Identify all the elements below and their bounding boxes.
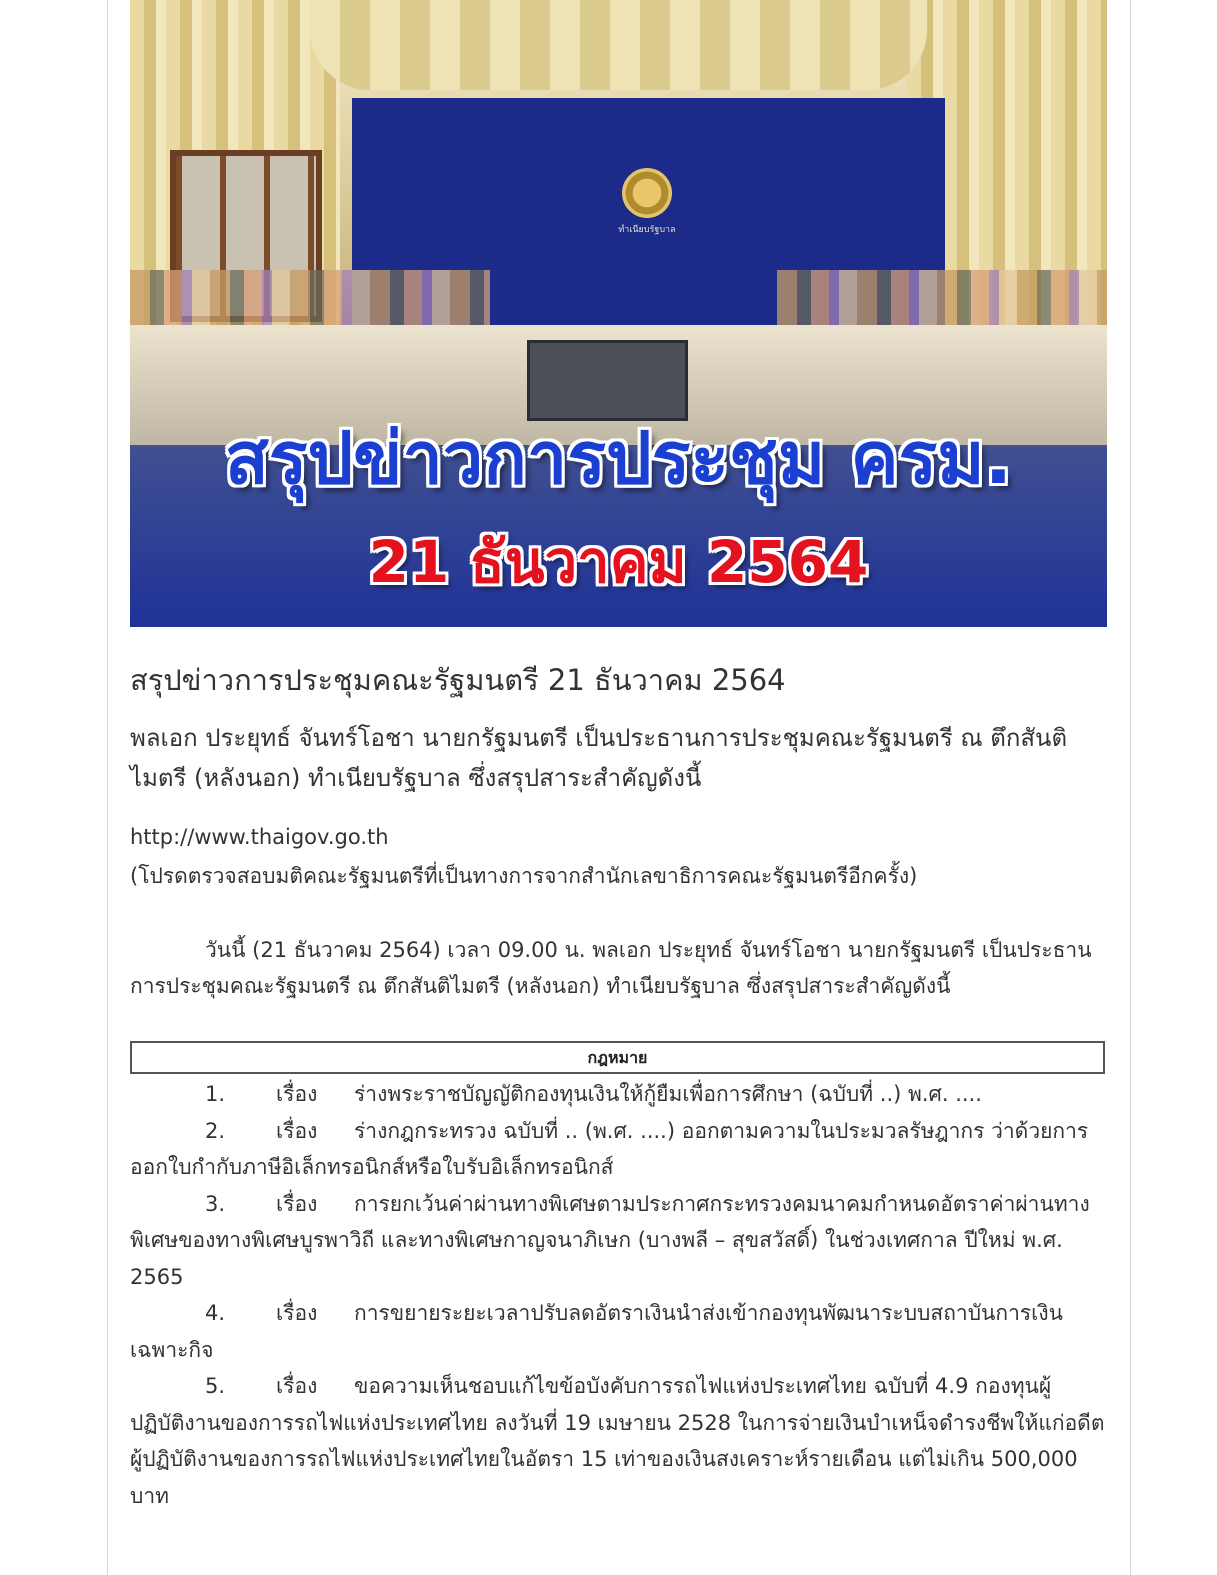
list-item: [130, 1368, 1105, 1514]
item-text: ขอความเห็นชอบแก้ไขข้อบังคับการรถไฟแห่งประเทศไทย ฉบับที่ 4.9 กองทุนผู้ปฏิบัติงานของการรถไฟแห่งประเทศไทย ลงวันที่ 19 เมษายน 2528 ในการจ่ายเงินบำเหน็จดำรงชีพให้แก่อดีตผู้ปฏิบัติงานของการรถไฟแห่งประเทศไทยในอัตรา 15 เท่าของเงินสงเคราะห์รายเดือน แต่ไม่เกิน 500,000 บาท: [130, 1374, 1105, 1508]
source-link[interactable]: http://www.thaigov.go.th: [130, 825, 389, 849]
item-keyword: เรื่อง: [276, 1374, 318, 1398]
item-text: การขยายระยะเวลาปรับลดอัตราเงินนำส่งเข้ากองทุนพัฒนาระบบสถาบันการเงินเฉพาะกิจ: [130, 1301, 1063, 1362]
section-header-law: กฎหมาย: [130, 1041, 1105, 1074]
item-keyword: เรื่อง: [276, 1301, 318, 1325]
government-emblem-icon: [622, 168, 672, 218]
item-text: ร่างพระราชบัญญัติกองทุนเงินให้กู้ยืมเพื่อการศึกษา (ฉบับที่ ..) พ.ศ. ....: [354, 1082, 982, 1106]
banner-image: [130, 0, 1107, 627]
curtain-valance: [310, 0, 927, 90]
item-number: 4.: [205, 1301, 226, 1325]
item-keyword: เรื่อง: [276, 1191, 318, 1216]
item-text: การยกเว้นค่าผ่านทางพิเศษตามประกาศกระทรวงคมนาคมกำหนดอัตราค่าผ่านทางพิเศษของทางพิเศษบูรพาวิถี และทางพิเศษกาญจนาภิเษก (บางพลี – สุขสวัสดิ์) ในช่วงเทศกาล ปีใหม่ พ.ศ. 2565: [130, 1191, 1090, 1289]
list-item: [130, 1113, 1105, 1186]
item-number: 1.: [205, 1082, 226, 1106]
item-number: 5.: [205, 1374, 226, 1398]
item-keyword: เรื่อง: [276, 1118, 318, 1143]
agenda-list: [130, 1076, 1105, 1514]
banner-date: 21 ธันวาคม 2564: [368, 528, 869, 596]
page-border-right: [1130, 0, 1131, 1575]
article-lead: พลเอก ประยุทธ์ จันทร์โอชา นายกรัฐมนตรี เป็นประธานการประชุมคณะรัฐมนตรี ณ ตึกสันติไมตรี (หลังนอก) ทำเนียบรัฐบาล ซึ่งสรุปสาระสำคัญดังนี้: [130, 724, 1068, 792]
page-border-left: [107, 0, 108, 1575]
list-item: [130, 1186, 1105, 1296]
verification-note: (โปรดตรวจสอบมติคณะรัฐมนตรีที่เป็นทางการจากสำนักเลขาธิการคณะรัฐมนตรีอีกครั้ง): [130, 864, 918, 888]
backdrop-caption: ทำเนียบรัฐบาล: [618, 225, 676, 235]
list-item: [130, 1295, 1105, 1368]
item-text: ร่างกฎกระทรวง ฉบับที่ .. (พ.ศ. ....) ออกตามความในประมวลรัษฎากร ว่าด้วยการออกใบกำกับภาษีอิเล็กทรอนิกส์หรือใบรับอิเล็กทรอนิกส์: [130, 1118, 1089, 1179]
item-number: 2.: [205, 1118, 226, 1143]
intro-paragraph: วันนี้ (21 ธันวาคม 2564) เวลา 09.00 น. พลเอก ประยุทธ์ จันทร์โอชา นายกรัฐมนตรี เป็นประธานการประชุมคณะรัฐมนตรี ณ ตึกสันติไมตรี (หลังนอก) ทำเนียบรัฐบาล ซึ่งสรุปสาระสำคัญดังนี้: [130, 938, 1092, 998]
item-number: 3.: [205, 1191, 226, 1216]
banner-headline: สรุปข่าวการประชุม ครม.: [224, 416, 1013, 500]
item-keyword: เรื่อง: [276, 1082, 318, 1106]
list-item: [130, 1076, 1105, 1113]
article-title: สรุปข่าวการประชุมคณะรัฐมนตรี 21 ธันวาคม 2564: [130, 663, 786, 697]
